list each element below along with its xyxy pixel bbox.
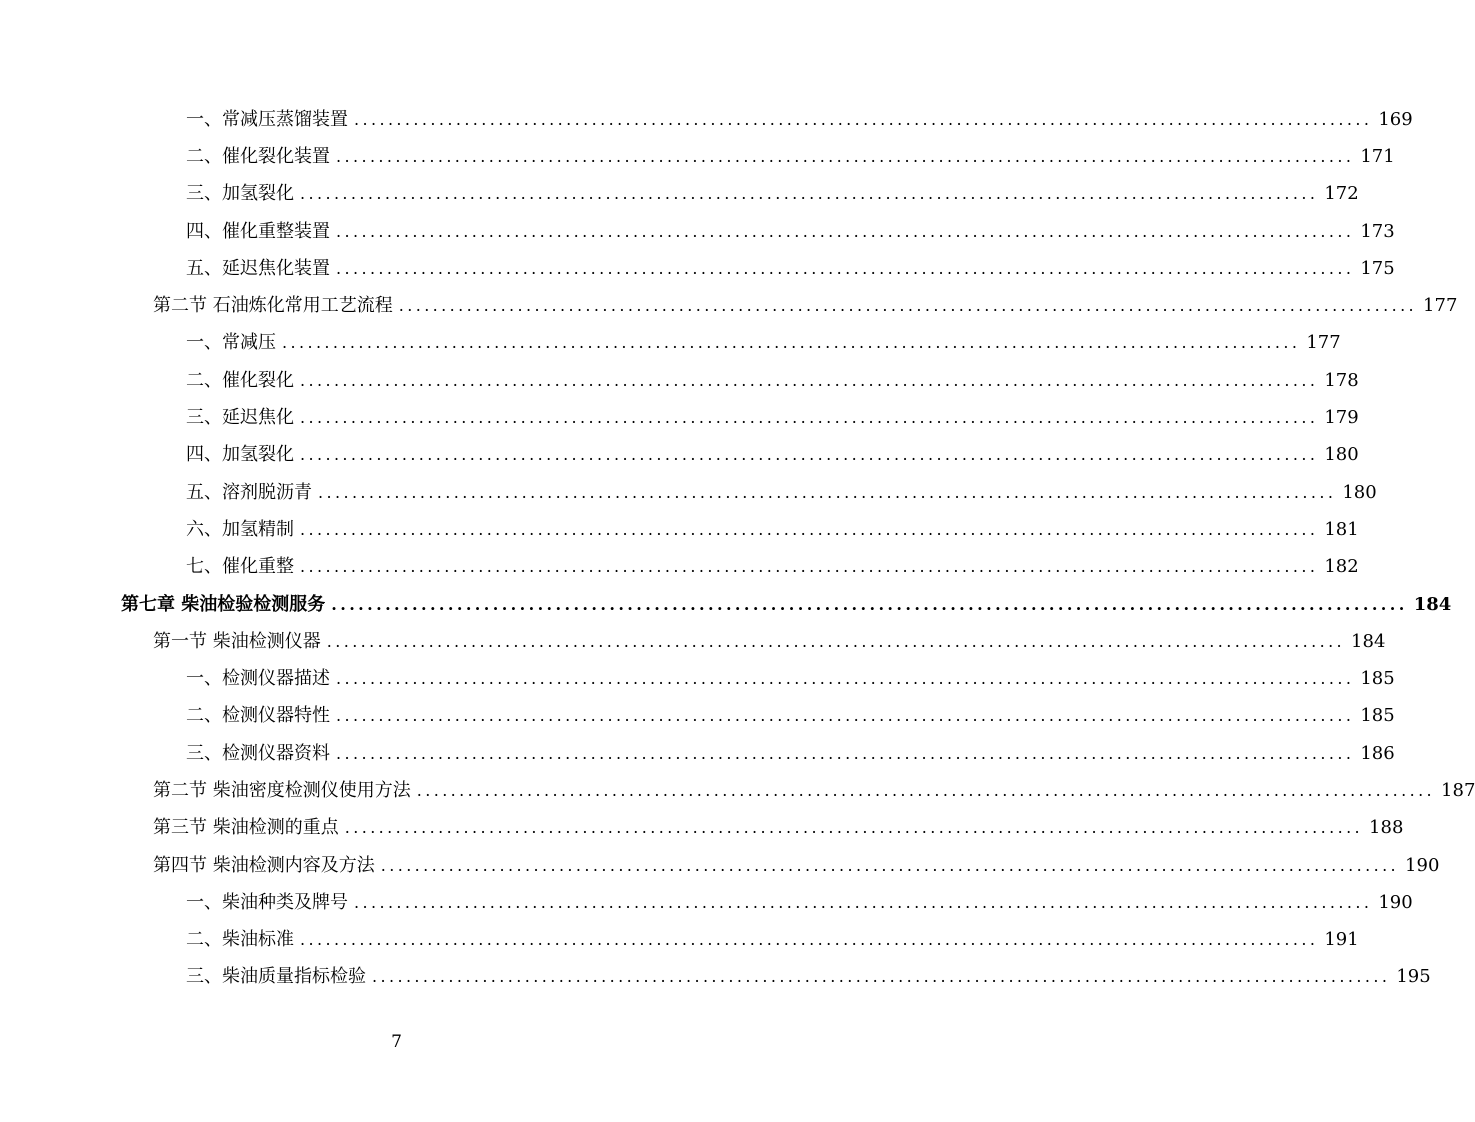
toc-subsection-entry[interactable]: [0, 474, 1377, 511]
toc-subsection-entry[interactable]: [0, 138, 1395, 175]
toc-entry-page: 172: [1324, 183, 1359, 205]
toc-subsection-entry[interactable]: [0, 922, 1359, 959]
toc-entry-title: 二、柴油标准: [186, 929, 294, 951]
toc-subsection-entry[interactable]: [0, 101, 1413, 138]
toc-entry-page: 178: [1324, 369, 1359, 391]
toc-subsection-entry[interactable]: [0, 735, 1395, 772]
toc-dot-leader: ........................................................................................................................: [344, 818, 1364, 838]
toc-subsection-entry[interactable]: [0, 549, 1359, 586]
toc-entry-page: 179: [1324, 407, 1359, 429]
toc-subsection-entry[interactable]: [0, 884, 1413, 921]
toc-entry-title: 一、常减压蒸馏装置: [186, 108, 348, 130]
toc-subsection-entry[interactable]: [0, 325, 1341, 362]
toc-dot-leader: ........................................................................................................................: [372, 967, 1391, 987]
toc-dot-leader: ........................................................................................................................: [336, 146, 1355, 166]
toc-entry-page: 190: [1378, 891, 1413, 913]
toc-section-entry[interactable]: [0, 287, 1458, 324]
toc-dot-leader: ........................................................................................................................: [398, 296, 1418, 316]
toc-entry-page: 180: [1342, 481, 1377, 503]
toc-section-entry[interactable]: [0, 623, 1386, 660]
toc-dot-leader: ........................................................................................................................: [354, 892, 1373, 912]
toc-dot-leader: ........................................................................................................................: [336, 669, 1355, 689]
toc-dot-leader: ........................................................................................................................: [354, 109, 1373, 129]
toc-subsection-entry[interactable]: [0, 213, 1395, 250]
toc-entry-page: 175: [1360, 257, 1395, 279]
toc-entry-title: 第三节 柴油检测的重点: [153, 817, 339, 839]
toc-subsection-entry[interactable]: [0, 660, 1395, 697]
toc-dot-leader: ........................................................................................................................: [300, 445, 1319, 465]
toc-dot-leader: ........................................................................................................................: [380, 855, 1400, 875]
toc-subsection-entry[interactable]: [0, 959, 1431, 996]
toc-entry-page: 185: [1360, 668, 1395, 690]
toc-entry-title: 二、催化裂化: [186, 369, 294, 391]
toc-dot-leader: ........................................................................................................................: [331, 594, 1408, 614]
toc-section-entry[interactable]: [0, 772, 1475, 809]
toc-dot-leader: ........................................................................................................................: [416, 780, 1436, 800]
toc-section-entry[interactable]: [0, 810, 1404, 847]
toc-entry-page: 190: [1405, 854, 1440, 876]
toc-chapter-entry[interactable]: [0, 586, 1452, 623]
toc-dot-leader: ........................................................................................................................: [300, 370, 1319, 390]
toc-entry-page: 184: [1413, 593, 1452, 615]
toc-entry-title: 二、催化裂化装置: [186, 145, 330, 167]
toc-dot-leader: ........................................................................................................................: [318, 482, 1337, 502]
toc-entry-page: 181: [1324, 518, 1359, 540]
toc-entry-title: 一、常减压: [186, 332, 276, 354]
toc-entry-title: 一、柴油种类及牌号: [186, 891, 348, 913]
toc-entry-page: 185: [1360, 705, 1395, 727]
toc-entry-title: 五、溶剂脱沥青: [186, 481, 312, 503]
toc-entry-page: 188: [1369, 817, 1404, 839]
toc-entry-title: 第四节 柴油检测内容及方法: [153, 854, 375, 876]
toc-dot-leader: ........................................................................................................................: [336, 743, 1355, 763]
toc-entry-page: 173: [1360, 220, 1395, 242]
toc-section-entry[interactable]: [0, 847, 1440, 884]
toc-entry-title: 四、加氢裂化: [186, 444, 294, 466]
toc-dot-leader: ........................................................................................................................: [300, 408, 1319, 428]
toc-subsection-entry[interactable]: [0, 399, 1359, 436]
toc-dot-leader: ........................................................................................................................: [326, 631, 1346, 651]
toc-entry-title: 三、延迟焦化: [186, 407, 294, 429]
toc-dot-leader: ........................................................................................................................: [300, 557, 1319, 577]
toc-entry-title: 五、延迟焦化装置: [186, 257, 330, 279]
toc-entry-title: 六、加氢精制: [186, 518, 294, 540]
toc-entry-page: 177: [1423, 295, 1458, 317]
toc-dot-leader: ........................................................................................................................: [282, 333, 1301, 353]
toc-dot-leader: ........................................................................................................................: [336, 706, 1355, 726]
toc-entry-title: 四、催化重整装置: [186, 220, 330, 242]
table-of-contents: [0, 101, 1475, 996]
toc-entry-page: 182: [1324, 556, 1359, 578]
toc-entry-page: 184: [1351, 630, 1386, 652]
toc-subsection-entry[interactable]: [0, 698, 1395, 735]
toc-entry-page: 191: [1324, 929, 1359, 951]
toc-entry-page: 187: [1441, 779, 1475, 801]
toc-subsection-entry[interactable]: [0, 250, 1395, 287]
toc-entry-page: 169: [1378, 108, 1413, 130]
toc-subsection-entry[interactable]: [0, 511, 1359, 548]
toc-entry-title: 第一节 柴油检测仪器: [153, 630, 321, 652]
toc-entry-title: 第二节 柴油密度检测仪使用方法: [153, 779, 411, 801]
toc-entry-title: 三、加氢裂化: [186, 183, 294, 205]
toc-subsection-entry[interactable]: [0, 176, 1359, 213]
toc-entry-title: 一、检测仪器描述: [186, 668, 330, 690]
toc-subsection-entry[interactable]: [0, 437, 1359, 474]
toc-entry-title: 第二节 石油炼化常用工艺流程: [153, 295, 393, 317]
toc-entry-page: 177: [1306, 332, 1341, 354]
toc-entry-title: 二、检测仪器特性: [186, 705, 330, 727]
toc-entry-title: 三、检测仪器资料: [186, 742, 330, 764]
toc-dot-leader: ........................................................................................................................: [300, 930, 1319, 950]
toc-entry-title: 七、催化重整: [186, 556, 294, 578]
toc-entry-page: 180: [1324, 444, 1359, 466]
toc-entry-title: 第七章 柴油检验检测服务: [121, 593, 326, 615]
toc-subsection-entry[interactable]: [0, 362, 1359, 399]
toc-entry-page: 195: [1396, 966, 1431, 988]
toc-dot-leader: ........................................................................................................................: [336, 221, 1355, 241]
toc-dot-leader: ........................................................................................................................: [336, 258, 1355, 278]
toc-dot-leader: ........................................................................................................................: [300, 184, 1319, 204]
toc-entry-page: 186: [1360, 742, 1395, 764]
toc-dot-leader: ........................................................................................................................: [300, 519, 1319, 539]
toc-entry-page: 171: [1360, 145, 1395, 167]
page-number: 7: [391, 1032, 402, 1052]
toc-entry-title: 三、柴油质量指标检验: [186, 966, 366, 988]
